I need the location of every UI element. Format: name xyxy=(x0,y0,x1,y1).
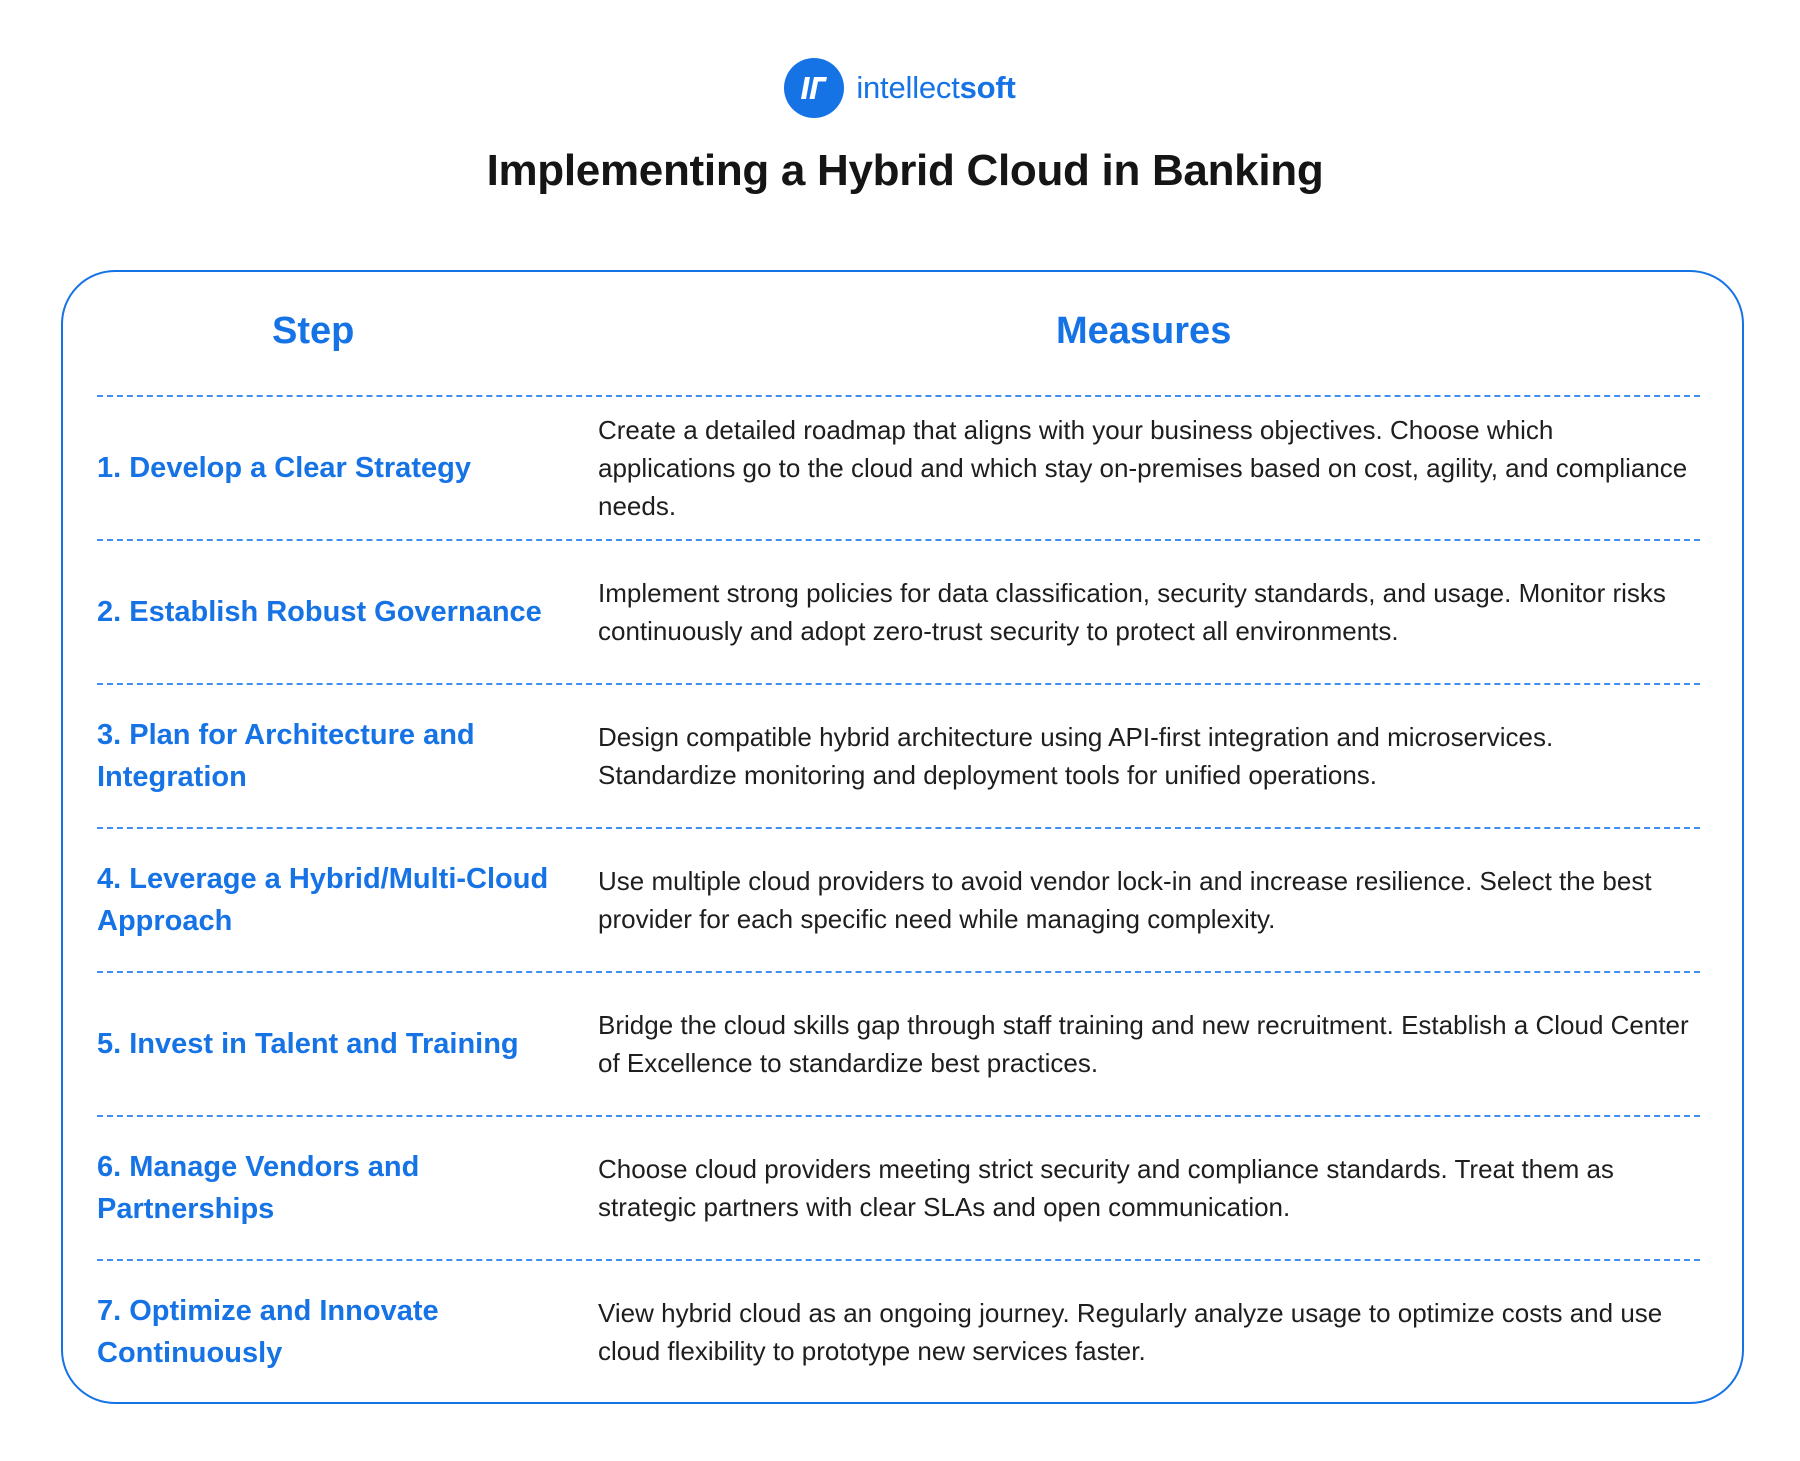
table-row xyxy=(97,829,1700,971)
column-header-step: Step xyxy=(272,310,355,352)
measure-cell: Create a detailed roadmap that aligns with your business objectives. Choose which applications go to the cloud and which stay on-premises based on cost, agility, and compliance needs. xyxy=(598,415,1688,521)
measure-cell: Implement strong policies for data classification, security standards, and usage. Monitor risks continuously and adopt zero-trust security to protect all environments. xyxy=(598,578,1666,646)
step-cell: 1. Develop a Clear Strategy xyxy=(97,452,471,484)
page-title: Implementing a Hybrid Cloud in Banking xyxy=(486,146,1324,195)
table-row xyxy=(97,541,1700,683)
measure-cell: Choose cloud providers meeting strict security and compliance standards. Treat them as strategic partners with clear SLAs and open communication. xyxy=(598,1154,1614,1222)
step-cell: 3. Plan for Architecture and Integration xyxy=(97,719,475,793)
measure-cell: Use multiple cloud providers to avoid vendor lock-in and increase resilience. Select the best provider for each specific need while managing complexity. xyxy=(598,866,1652,934)
step-cell: 6. Manage Vendors and Partnerships xyxy=(97,1151,420,1225)
table-row xyxy=(97,1117,1700,1259)
brand-name xyxy=(856,70,1015,106)
column-header-measures: Measures xyxy=(1056,310,1232,352)
measure-cell: View hybrid cloud as an ongoing journey. Regularly analyze usage to optimize costs and use cloud flexibility to prototype new services faster. xyxy=(598,1298,1663,1366)
table-row xyxy=(97,1261,1700,1403)
brand-logo xyxy=(0,58,1800,118)
brand-slashes-icon xyxy=(797,73,831,103)
step-cell: 4. Leverage a Hybrid/Multi-Cloud Approach xyxy=(97,863,549,937)
step-cell: 5. Invest in Talent and Training xyxy=(97,1028,519,1060)
table-row xyxy=(97,685,1700,827)
brand-name-light: intellect xyxy=(856,70,960,105)
step-cell: 7. Optimize and Innovate Continuously xyxy=(97,1295,439,1369)
table-row xyxy=(97,973,1700,1115)
brand-name-bold: soft xyxy=(959,70,1016,105)
table-row xyxy=(97,397,1700,539)
measure-cell: Bridge the cloud skills gap through staff training and new recruitment. Establish a Cloud Center of Excellence to standardize best practices. xyxy=(598,1010,1689,1078)
step-cell: 2. Establish Robust Governance xyxy=(97,596,542,628)
measure-cell: Design compatible hybrid architecture using API-first integration and microservices. Standardize monitoring and deployment tools for unified operations. xyxy=(598,722,1554,790)
brand-mark-icon xyxy=(784,58,844,118)
